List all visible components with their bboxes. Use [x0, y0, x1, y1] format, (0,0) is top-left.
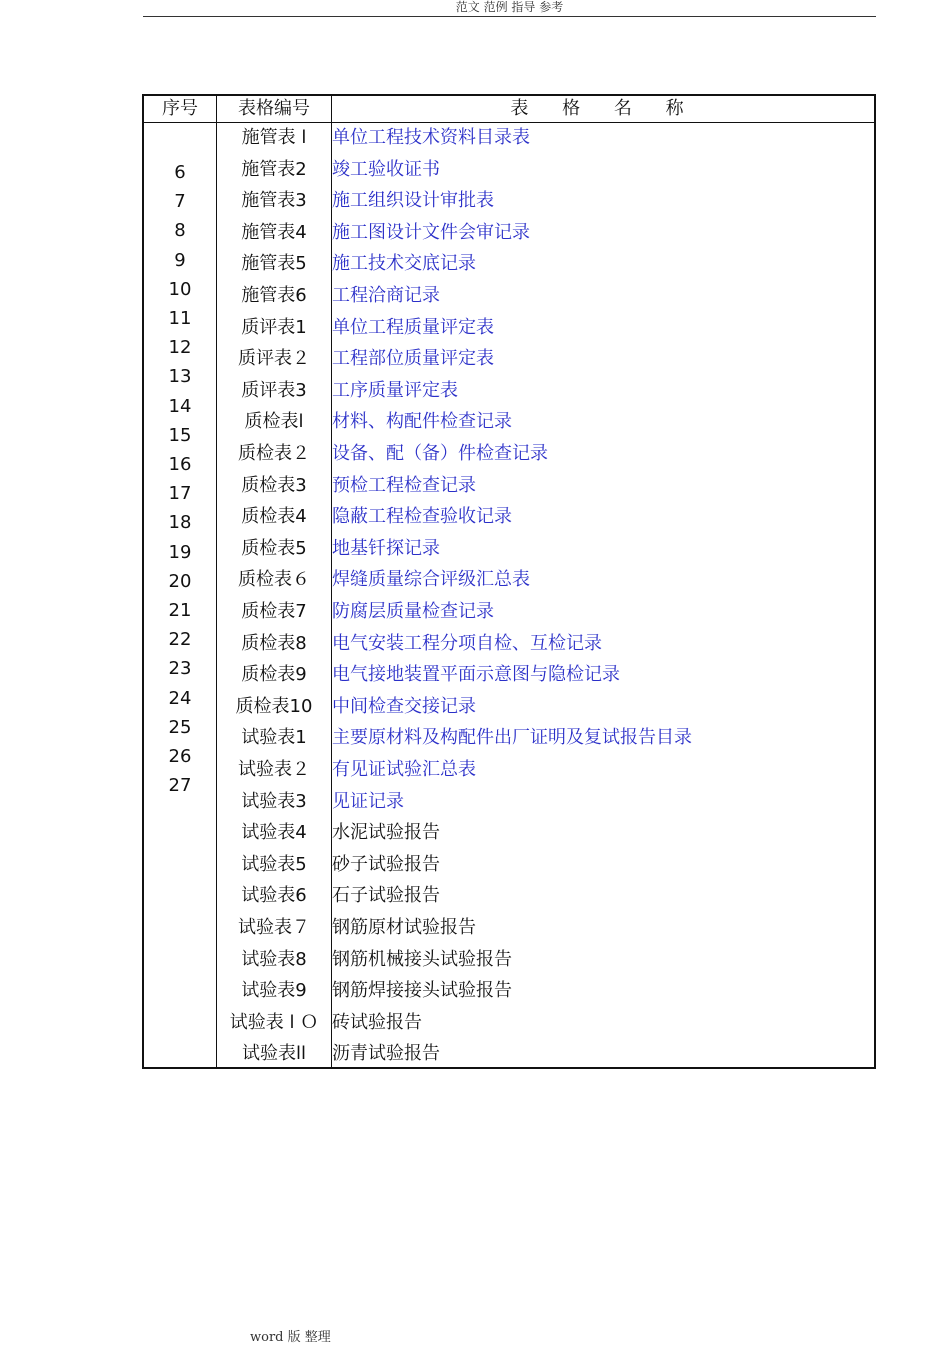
row-name: 砂子试验报告	[332, 853, 440, 875]
row-name-link[interactable]: 施工技术交底记录	[332, 253, 476, 275]
row-name-link[interactable]: 见证记录	[332, 790, 404, 812]
row-code: 质检表8	[241, 632, 307, 654]
seq-number: 12	[168, 337, 192, 359]
row-code: 质检表4	[241, 506, 307, 528]
row-code: 施管表5	[241, 253, 307, 275]
row-name-link[interactable]: 工序质量评定表	[332, 379, 458, 401]
row-name-link[interactable]: 施工组织设计审批表	[332, 190, 494, 212]
row-code: 质检表3	[241, 474, 307, 496]
row-code: 试验表4	[241, 822, 307, 844]
row-name: 砖试验报告	[332, 1011, 422, 1033]
seq-number: 22	[168, 629, 192, 651]
seq-number: 11	[168, 308, 192, 329]
row-name-link[interactable]: 隐蔽工程检查验收记录	[332, 506, 512, 528]
seq-number: 27	[168, 775, 192, 797]
row-code: 施管表3	[241, 190, 307, 212]
row-code: 试验表２	[238, 759, 310, 780]
row-name-link[interactable]: 防腐层质量检查记录	[332, 601, 494, 622]
page-footer: word 版 整理	[250, 1330, 331, 1345]
seq-number: 6	[174, 162, 186, 183]
row-code: 试验表5	[241, 853, 307, 875]
row-name-link[interactable]: 工程部位质量评定表	[332, 348, 494, 370]
row-code: 质检表7	[241, 601, 307, 622]
row-code: 施管表2	[241, 158, 307, 180]
row-name-link[interactable]: 电气安装工程分项自检、互检记录	[332, 632, 602, 654]
row-code: 质检表5	[241, 537, 307, 559]
row-name-link[interactable]: 设备、配（备）件检查记录	[332, 443, 548, 464]
seq-number: 14	[168, 395, 192, 417]
row-name-link[interactable]: 预检工程检查记录	[332, 474, 476, 496]
row-code: 试验表1	[241, 727, 307, 749]
row-name-link[interactable]: 有见证试验汇总表	[332, 759, 476, 780]
seq-number: 21	[168, 600, 192, 621]
row-code: 质检表10	[235, 695, 313, 717]
row-code: 质评表２	[238, 348, 310, 370]
row-name-link[interactable]: 主要原材料及构配件出厂证明及复试报告目录	[332, 727, 692, 749]
page-header: 范文 范例 指导 参考	[143, 0, 876, 17]
row-name-link[interactable]: 单位工程技术资料目录表	[332, 127, 530, 148]
row-code: 质检表9	[241, 664, 307, 686]
seq-number: 15	[168, 424, 192, 446]
row-code: 质检表２	[238, 443, 310, 464]
header-name: 表 格 名 称	[510, 98, 698, 119]
row-name-link[interactable]: 工程洽商记录	[332, 285, 440, 306]
row-code: 施管表4	[241, 221, 307, 243]
row-name: 钢筋原材试验报告	[332, 917, 476, 938]
row-name-link[interactable]: 材料、构配件检查记录	[332, 411, 512, 433]
seq-number: 20	[168, 570, 192, 592]
seq-number: 7	[174, 191, 186, 213]
row-name: 沥青试验报告	[332, 1043, 440, 1065]
seq-number: 26	[168, 746, 192, 767]
row-code: 试验表6	[241, 885, 307, 907]
row-code: 质评表1	[241, 316, 307, 338]
seq-number: 9	[174, 249, 186, 271]
row-name-link[interactable]: 竣工验收证书	[332, 158, 440, 180]
row-name-link[interactable]: 单位工程质量评定表	[332, 316, 494, 338]
row-code: 试验表７	[238, 917, 310, 938]
seq-number: 25	[168, 716, 192, 738]
header-seq: 序号	[162, 98, 198, 119]
seq-number: 19	[168, 541, 192, 563]
row-code: 质检表l	[244, 411, 304, 433]
row-code: 施管表6	[241, 285, 307, 306]
row-code: 试验表3	[241, 790, 307, 812]
row-code: 质评表3	[241, 379, 307, 401]
row-code: 试验表 l Ｏ	[229, 1011, 319, 1033]
row-name-link[interactable]: 地基钎探记录	[332, 537, 440, 559]
seq-number: 8	[174, 220, 186, 242]
row-code: 试验表8	[241, 948, 307, 970]
seq-number: 24	[168, 687, 192, 709]
row-code: 质检表６	[238, 569, 310, 591]
row-name: 钢筋机械接头试验报告	[332, 948, 512, 970]
seq-number: 18	[168, 512, 192, 534]
seq-number: 10	[168, 278, 192, 300]
seq-number: 23	[168, 658, 192, 680]
form-index-table	[142, 94, 876, 1069]
row-code: 施管表 l	[241, 127, 307, 148]
row-code: 试验表9	[241, 980, 307, 1002]
header-divider	[144, 122, 874, 123]
seq-number: 17	[168, 483, 192, 505]
seq-number: 13	[168, 366, 192, 388]
row-name: 石子试验报告	[332, 885, 440, 907]
row-name-link[interactable]: 施工图设计文件会审记录	[332, 221, 530, 243]
row-name: 水泥试验报告	[332, 822, 440, 844]
header-code: 表格编号	[238, 98, 310, 119]
row-name-link[interactable]: 电气接地装置平面示意图与隐检记录	[332, 664, 620, 686]
row-name-link[interactable]: 焊缝质量综合评级汇总表	[332, 569, 530, 591]
seq-number: 16	[168, 454, 192, 475]
row-name-link[interactable]: 中间检查交接记录	[332, 695, 476, 717]
row-name: 钢筋焊接接头试验报告	[332, 980, 512, 1002]
row-code: 试验表ll	[241, 1043, 306, 1065]
